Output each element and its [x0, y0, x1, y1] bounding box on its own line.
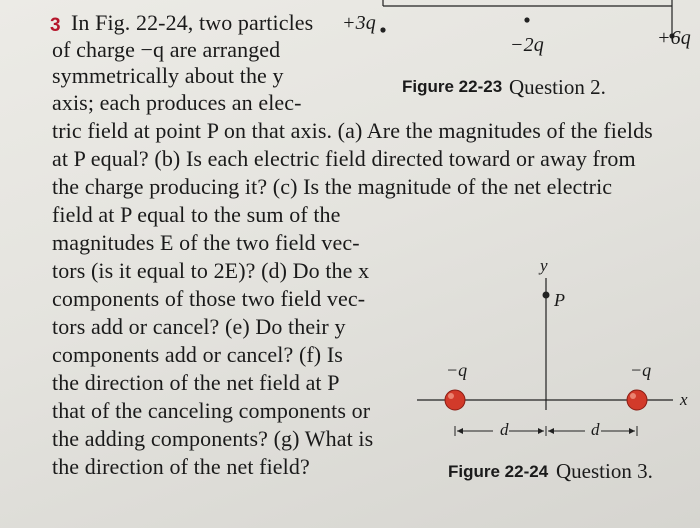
question-line: the direction of the net field at P — [52, 370, 340, 395]
question-line: tors add or cancel? (e) Do their y — [52, 314, 346, 339]
charge-label-plus3q: +3q — [342, 12, 376, 34]
question-line: that of the canceling components or — [52, 398, 371, 423]
question-line: axis; each produces an elec- — [52, 90, 302, 115]
figure-22-24-diagram — [405, 250, 700, 450]
question-line: components of those two field vec- — [52, 286, 366, 311]
question-line: In Fig. 22-24, two particles — [71, 10, 314, 35]
figure-22-23-label: Figure 22-23 — [402, 77, 503, 96]
charge-right-label: −q — [630, 360, 652, 380]
question-line: the adding components? (g) What is — [52, 426, 374, 451]
charge-left-label: −q — [446, 360, 468, 380]
charge-mid-dot — [524, 17, 529, 22]
y-axis-label: y — [540, 256, 548, 275]
question-line: magnitudes E of the two field vec- — [52, 230, 360, 255]
charge-label-minus2q: −2q — [510, 34, 544, 56]
question-number: 3 — [50, 15, 61, 36]
point-p-label: P — [554, 290, 565, 310]
figure-22-24-caption: Question 3. — [556, 459, 653, 483]
charge-left-ball — [445, 390, 465, 410]
distance-right-label: d — [591, 420, 600, 439]
question-line: tric field at point P on that axis. (a) Are the magnitudes of the fields — [52, 118, 653, 143]
question-line: field at P equal to the sum of the — [52, 202, 341, 227]
charge-label-plus6q: +6q — [657, 27, 691, 49]
x-axis-label: x — [680, 390, 688, 409]
figure-22-23-caption: Question 2. — [509, 75, 606, 99]
question-line: symmetrically about the y — [52, 63, 284, 88]
question-line: components add or cancel? (f) Is — [52, 342, 343, 367]
question-line: of charge −q are arranged — [52, 37, 281, 62]
point-p-dot — [543, 292, 550, 299]
question-line: tors (is it equal to 2E)? (d) Do the x — [52, 258, 370, 283]
figure-22-24-label: Figure 22-24 — [448, 462, 549, 481]
distance-left-label: d — [500, 420, 509, 439]
charge-right-ball — [627, 390, 647, 410]
charge-left-dot — [380, 27, 385, 32]
question-line: at P equal? (b) Is each electric field directed toward or away from — [52, 146, 636, 171]
question-line: the charge producing it? (c) Is the magnitude of the net electric — [52, 174, 613, 199]
question-line: the direction of the net field? — [52, 454, 310, 479]
